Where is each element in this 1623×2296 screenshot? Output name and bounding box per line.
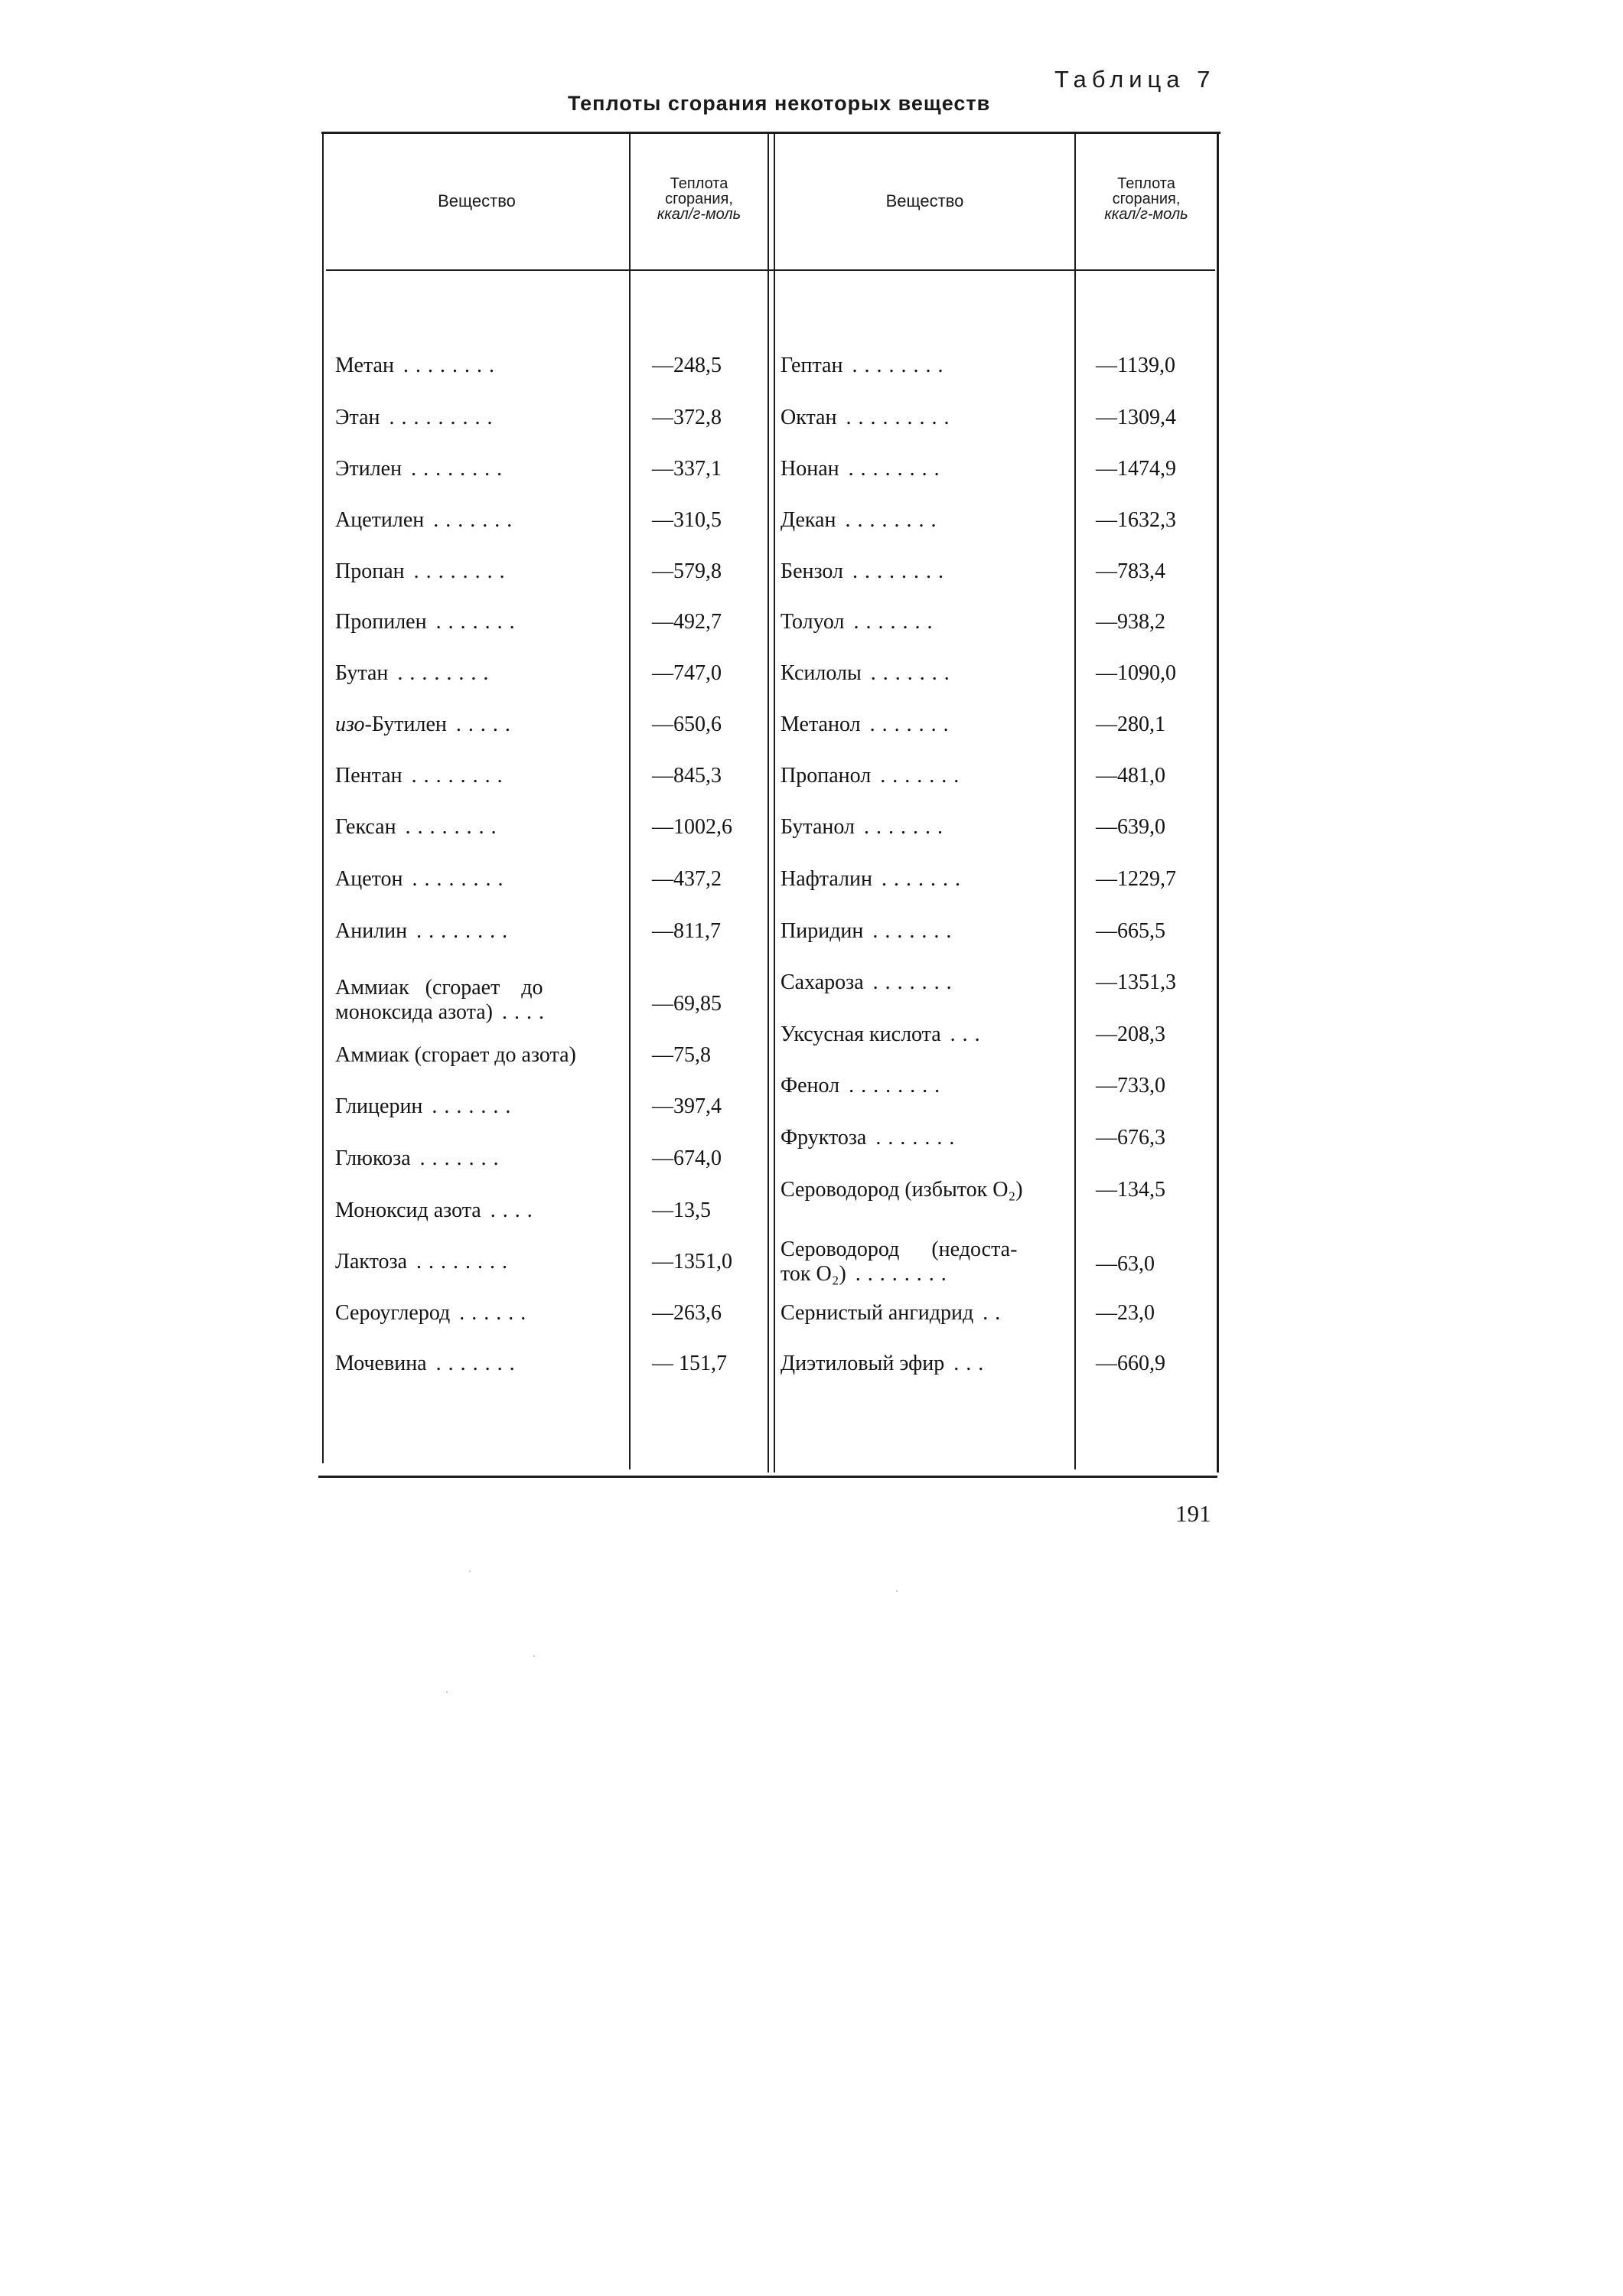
- leader-dots: .......: [872, 970, 959, 994]
- table-cell-heat: —492,7: [652, 610, 722, 634]
- table-cell-substance: [781, 508, 1065, 533]
- table-cell-substance: [335, 1043, 618, 1068]
- substance-name: Пропанол: [781, 764, 872, 788]
- table-cell-heat: —23,0: [1096, 1301, 1155, 1325]
- header-heat-left-line3: ккал/г-моль: [657, 206, 741, 223]
- table-cell-substance: [335, 1352, 618, 1376]
- substance-name: Пропан: [335, 559, 405, 583]
- leader-dots: .......: [872, 919, 959, 943]
- header-heat-left-line2: сгорания,: [665, 191, 733, 207]
- table-cell-heat: —733,0: [1096, 1074, 1165, 1097]
- substance-name: Октан: [781, 406, 837, 429]
- leader-dots: .......: [875, 1126, 962, 1150]
- table-cell-heat: —579,8: [652, 559, 722, 583]
- table-cell-substance: [335, 1301, 618, 1326]
- leader-dots: .......: [435, 1352, 522, 1375]
- table-label: Таблица 7: [1054, 66, 1216, 93]
- table-cell-substance: [781, 559, 1065, 584]
- substance-name: Фенол: [781, 1074, 840, 1097]
- leader-dots: .......: [880, 764, 966, 788]
- table-cell-heat: —337,1: [652, 457, 722, 481]
- header-substance-left: Вещество: [438, 191, 516, 210]
- table-cell-heat: —310,5: [652, 508, 722, 532]
- header-heat-left-line1: Теплота: [670, 175, 728, 192]
- page-number: 191: [1175, 1500, 1211, 1527]
- leader-dots: ........: [411, 457, 510, 481]
- table-cell-substance: [781, 815, 1065, 840]
- substance-name-prefix: изо: [335, 713, 365, 736]
- leader-dots: .......: [853, 610, 940, 634]
- table-cell-substance: [781, 457, 1065, 481]
- leader-dots: ........: [416, 1250, 515, 1274]
- table-cell-heat: —938,2: [1096, 610, 1165, 634]
- table-cell-substance: [335, 406, 618, 430]
- substance-name: Сернистый ангидрид: [781, 1301, 974, 1325]
- table-left-border: [322, 132, 324, 1463]
- table-cell-heat: —280,1: [1096, 713, 1165, 736]
- table-cell-heat: —397,4: [652, 1094, 722, 1118]
- table-cell-substance: [335, 661, 618, 686]
- header-heat-right-line3: ккал/г-моль: [1104, 206, 1188, 223]
- leader-dots: ......: [459, 1301, 533, 1325]
- table-cell-heat: —208,3: [1096, 1022, 1165, 1046]
- table-cell-substance: [781, 1126, 1065, 1150]
- substance-name: Гептан: [781, 354, 843, 377]
- table-cell-heat: —372,8: [652, 406, 722, 429]
- substance-name: Метанол: [781, 713, 861, 736]
- substance-name: Сероуглерод: [335, 1301, 451, 1325]
- leader-dots: .....: [455, 713, 517, 736]
- substance-name: Уксусная кислота: [781, 1022, 941, 1046]
- substance-name: Гексан: [335, 815, 396, 839]
- table-cell-heat: — 151,7: [652, 1352, 727, 1375]
- substance-name: Бутан: [335, 661, 389, 685]
- table-cell-substance: [335, 610, 618, 634]
- table-cell-heat: —75,8: [652, 1043, 711, 1067]
- table-cell-substance: [335, 508, 618, 533]
- leader-dots: ........: [412, 867, 510, 891]
- leader-dots: ........: [855, 1262, 953, 1286]
- substance-name: Моноксид азота: [335, 1199, 481, 1222]
- scan-speck: [533, 1655, 535, 1657]
- substance-name: Ацетон: [335, 867, 403, 891]
- substance-name: -Бутилен: [364, 713, 447, 736]
- table-cell-substance: [335, 354, 618, 378]
- substance-name: Пентан: [335, 764, 402, 788]
- table-cell-substance: [335, 559, 618, 584]
- header-heat-right-line1: Теплота: [1117, 175, 1175, 192]
- table-cell-heat: —665,5: [1096, 919, 1165, 943]
- column-divider-1: [629, 132, 631, 1469]
- substance-name: Декан: [781, 508, 836, 532]
- substance-name: Этан: [335, 406, 380, 429]
- substance-name: Толуол: [781, 610, 845, 634]
- scan-speck: [896, 1590, 898, 1592]
- table-cell-substance: [781, 919, 1065, 944]
- substance-name: Диэтиловый эфир: [781, 1352, 945, 1375]
- table-cell-substance: [781, 1238, 1065, 1287]
- table-cell-substance: [781, 970, 1065, 995]
- table-cell-substance: [781, 661, 1065, 686]
- table-cell-substance: [781, 764, 1065, 788]
- table-cell-heat: —1309,4: [1096, 406, 1176, 429]
- substance-name-line2: моноксида азота): [335, 1000, 493, 1024]
- leader-dots: .......: [432, 1094, 518, 1118]
- leader-dots: ....: [490, 1199, 539, 1222]
- substance-name: Нонан: [781, 457, 839, 481]
- leader-dots: .......: [881, 867, 967, 891]
- table-cell-substance: [781, 354, 1065, 378]
- substance-name: Бутанол: [781, 815, 855, 839]
- substance-name: Глицерин: [335, 1094, 423, 1118]
- leader-dots: .......: [863, 815, 950, 839]
- center-divider-b: [774, 132, 775, 1473]
- column-divider-3: [1074, 132, 1076, 1469]
- table-cell-substance: [335, 919, 618, 944]
- table-cell-heat: —676,3: [1096, 1126, 1165, 1150]
- center-divider-a: [768, 132, 769, 1473]
- table-cell-substance: [335, 1094, 618, 1119]
- leader-dots: ........: [405, 815, 504, 839]
- substance-name-line2: ток O₂): [781, 1262, 846, 1286]
- substance-name: Фруктоза: [781, 1126, 867, 1150]
- leader-dots: ........: [397, 661, 496, 685]
- table-cell-substance: [781, 1178, 1065, 1202]
- table-cell-substance: [781, 1074, 1065, 1098]
- table-cell-heat: —747,0: [652, 661, 722, 685]
- table-cell-heat: —63,0: [1096, 1252, 1155, 1276]
- leader-dots: .......: [435, 610, 522, 634]
- table-cell-heat: —845,3: [652, 764, 722, 788]
- leader-dots: ........: [845, 508, 943, 532]
- table-cell-substance: [335, 1199, 618, 1223]
- substance-name-line2-wrap: [781, 1262, 1065, 1287]
- table-cell-substance: [781, 1352, 1065, 1376]
- table-cell-heat: —1351,0: [652, 1250, 732, 1274]
- table-cell-substance: [335, 867, 618, 892]
- leader-dots: ........: [416, 919, 515, 943]
- table-cell-heat: —650,6: [652, 713, 722, 736]
- table-cell-substance: [335, 1250, 618, 1274]
- scan-speck: [446, 1691, 448, 1693]
- substance-name: Пиридин: [781, 919, 864, 943]
- table-cell-heat: —674,0: [652, 1146, 722, 1170]
- substance-name-line2-wrap: [335, 1000, 618, 1025]
- table-cell-heat: —437,2: [652, 867, 722, 891]
- leader-dots: ........: [413, 559, 512, 583]
- substance-name-line1: Аммиак (сгорает до: [335, 976, 543, 1000]
- table-cell-heat: —481,0: [1096, 764, 1165, 788]
- leader-dots: .......: [433, 508, 520, 532]
- table-cell-heat: —263,6: [652, 1301, 722, 1325]
- header-heat-right: [1076, 176, 1217, 222]
- leader-dots: .......: [870, 661, 957, 685]
- table-cell-heat: —783,4: [1096, 559, 1165, 583]
- table-cell-heat: —248,5: [652, 354, 722, 377]
- substance-name: Сероводород (избыток O₂): [781, 1178, 1023, 1202]
- leader-dots: ........: [852, 354, 950, 377]
- leader-dots: ...: [953, 1352, 991, 1375]
- substance-name: Этилен: [335, 457, 402, 481]
- substance-name: Анилин: [335, 919, 408, 943]
- substance-name: Глюкоза: [335, 1146, 411, 1170]
- leader-dots: ........: [402, 354, 501, 377]
- leader-dots: ..: [983, 1301, 1008, 1325]
- table-cell-substance: [335, 457, 618, 481]
- table-cell-substance: [335, 713, 618, 737]
- table-cell-substance: [335, 1146, 618, 1171]
- table-cell-heat: —660,9: [1096, 1352, 1165, 1375]
- table-cell-heat: —811,7: [652, 919, 721, 943]
- leader-dots: ...: [950, 1022, 987, 1046]
- table-cell-substance: [335, 815, 618, 840]
- table-cell-heat: —1229,7: [1096, 867, 1176, 891]
- substance-name: Ксилолы: [781, 661, 862, 685]
- table-bottom-rule: [318, 1476, 1217, 1478]
- table-cell-heat: —1351,3: [1096, 970, 1176, 994]
- table-cell-substance: [781, 610, 1065, 634]
- substance-name: Ацетилен: [335, 508, 425, 532]
- substance-name: Сахароза: [781, 970, 864, 994]
- leader-dots: .......: [869, 713, 956, 736]
- leader-dots: ....: [501, 1000, 551, 1024]
- table-cell-substance: [781, 1022, 1065, 1047]
- table-cell-heat: —1002,6: [652, 815, 732, 839]
- table-cell-substance: [781, 1301, 1065, 1326]
- table-cell-substance: [335, 764, 618, 788]
- table-cell-heat: —69,85: [652, 992, 722, 1016]
- substance-name: Пропилен: [335, 610, 427, 634]
- table-cell-heat: —639,0: [1096, 815, 1165, 839]
- table-top-rule: [321, 132, 1221, 134]
- table-cell-substance: [335, 976, 618, 1025]
- table-cell-heat: —13,5: [652, 1199, 711, 1222]
- substance-name: Нафталин: [781, 867, 872, 891]
- substance-name: Бензол: [781, 559, 843, 583]
- substance-name: Мочевина: [335, 1352, 427, 1375]
- table-cell-heat: —1139,0: [1096, 354, 1175, 377]
- table-right-border: [1217, 132, 1219, 1473]
- header-heat-left: [631, 176, 768, 222]
- table-cell-heat: —134,5: [1096, 1178, 1165, 1202]
- table-cell-substance: [781, 406, 1065, 430]
- substance-name: Аммиак (сгорает до азота): [335, 1043, 576, 1067]
- leader-dots: .........: [389, 406, 500, 429]
- table-header-rule: [326, 269, 1215, 271]
- leader-dots: ........: [849, 1074, 947, 1097]
- substance-name: Метан: [335, 354, 394, 377]
- table-cell-heat: —1474,9: [1096, 457, 1176, 481]
- table-cell-heat: —1090,0: [1096, 661, 1176, 685]
- table-cell-substance: [781, 867, 1065, 892]
- header-heat-right-line2: сгорания,: [1112, 191, 1181, 207]
- table-title: Теплоты сгорания некоторых веществ: [568, 92, 991, 115]
- leader-dots: ........: [848, 457, 947, 481]
- leader-dots: .......: [419, 1146, 506, 1170]
- table-cell-substance: [781, 713, 1065, 737]
- substance-name: Лактоза: [335, 1250, 408, 1274]
- leader-dots: ........: [852, 559, 950, 583]
- table-cell-heat: —1632,3: [1096, 508, 1176, 532]
- header-substance-right: Вещество: [885, 191, 964, 210]
- leader-dots: .........: [846, 406, 957, 429]
- scan-speck: [469, 1570, 471, 1572]
- leader-dots: ........: [411, 764, 510, 788]
- substance-name-line1: Сероводород (недоста-: [781, 1238, 1018, 1261]
